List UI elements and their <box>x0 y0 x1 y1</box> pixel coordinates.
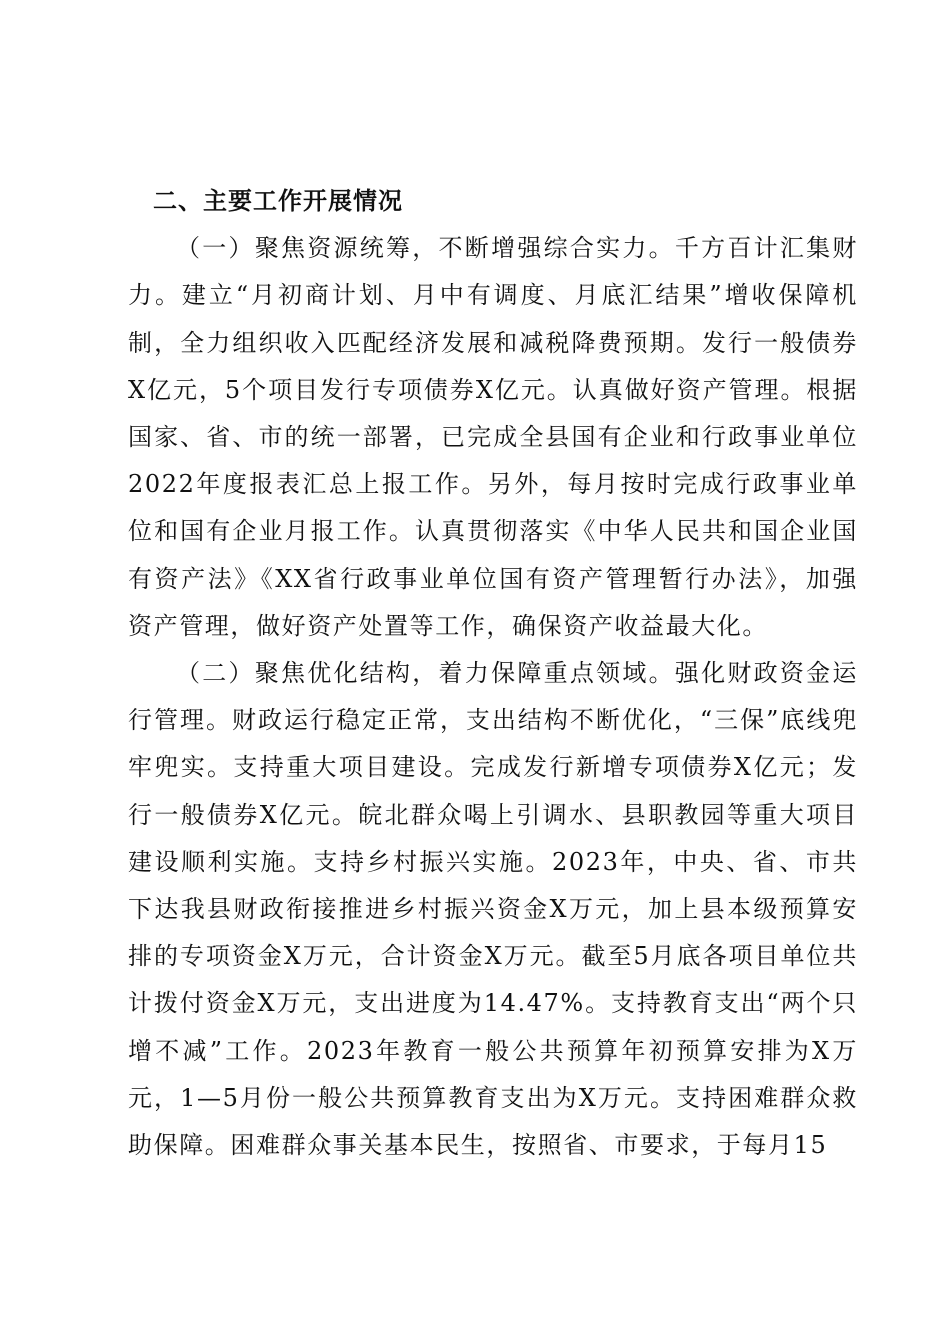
document-body <box>128 178 858 1169</box>
paragraph-resource-coordination: （一）聚焦资源统筹，不断增强综合实力。千方百计汇集财力。建立“月初商计划、月中有调度、月底汇结果”增收保障机制，全力组织收入匹配经济发展和减税降费预期。发行一般债券X亿元，5个项目发行专项债券X亿元。认真做好资产管理。根据国家、省、市的统一部署，已完成全县国有企业和行政事业单位2022年度报表汇总上报工作。另外，每月按时完成行政事业单位和国有企业月报工作。认真贯彻落实《中华人民共和国企业国有资产法》《XX省行政事业单位国有资产管理暂行办法》，加强资产管理，做好资产处置等工作，确保资产收益最大化。 <box>128 234 858 640</box>
paragraph-structure-optimization: （二）聚焦优化结构，着力保障重点领域。强化财政资金运行管理。财政运行稳定正常，支出结构不断优化，“三保”底线兜牢兜实。支持重大项目建设。完成发行新增专项债券X亿元；发行一般债券X亿元。皖北群众喝上引调水、县职教园等重大项目建设顺利实施。支持乡村振兴实施。2023年，中央、省、市共下达我县财政衔接推进乡村振兴资金X万元，加上县本级预算安排的专项资金X万元，合计资金X万元。截至5月底各项目单位共计拨付资金X万元，支出进度为14.47%。支持教育支出“两个只增不减”工作。2023年教育一般公共预算年初预算安排为X万元，1—5月份一般公共预算教育支出为X万元。支持困难群众救助保障。困难群众事关基本民生，按照省、市要求，于每月15 <box>128 659 858 1160</box>
section-heading: 二、主要工作开展情况 <box>153 187 403 215</box>
